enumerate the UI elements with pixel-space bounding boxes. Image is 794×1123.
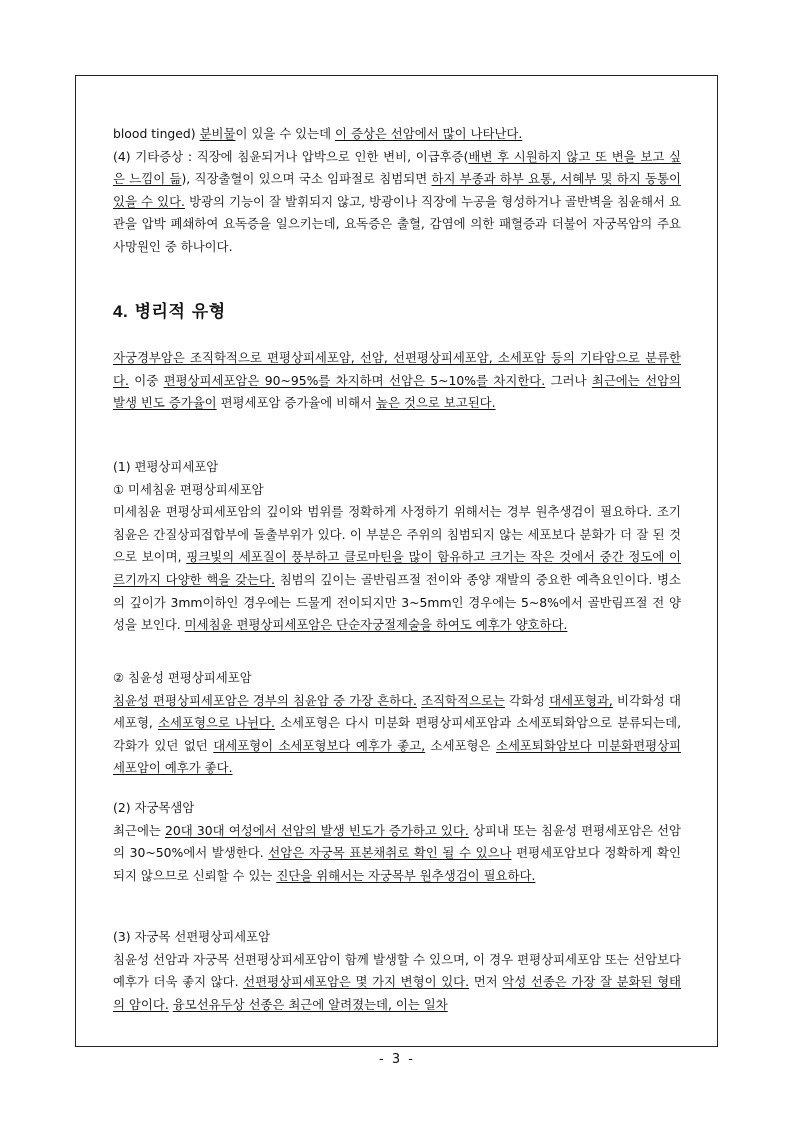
section-number: 4. — [113, 302, 129, 321]
paragraph-microinvasive — [113, 501, 681, 637]
text-run: 비각화성 대세포형, — [113, 692, 681, 731]
text-run: 이 있을 수 있는데 — [235, 126, 336, 141]
underlined-run: 분비물 — [199, 126, 236, 141]
subsection-heading: (2) 자궁목샘암 — [113, 800, 195, 815]
underlined-run: 소세포퇴화암보다 미분화편평상피 세포암이 예후가 좋다. — [113, 737, 682, 776]
paragraph-bleeding — [113, 123, 681, 146]
text-run: blood tinged) — [113, 126, 200, 141]
underlined-run: 조직학적으로는 — [421, 692, 505, 708]
text-run: 방광의 기능이 잘 발휘되지 않고, 방광이나 직장에 누공을 형성하거나 골반벽을 침윤해서 요관을 압박 폐쇄하여 요독증을 일으키는데, 요독증은 출혈, 감염에 의한 패혈증과 더불어 자궁목암의 주요 사망원인 중 하나이다. — [113, 193, 681, 254]
symptoms-continuation — [113, 123, 681, 259]
section-invasive — [113, 667, 681, 780]
section-adenosquamous — [113, 926, 681, 1016]
underlined-run: 선편평상피세포암은 몇 가지 변형이 있다. — [243, 974, 470, 990]
underlined-run: 이 증상은 선암에서 많이 나타난다. — [335, 126, 523, 141]
sub-heading-microinvasive: ① 미세침윤 편평상피세포암 — [113, 481, 264, 497]
underlined-run: 선암은 자궁목 표본채취로 확인 될 수 있으나 — [268, 845, 512, 861]
underlined-run: 소세포형으로 나뉜다. — [158, 715, 275, 731]
underlined-run: 핑크빛의 세포질이 풍부하고 클로마틴을 많이 함유하고 크기는 작은 것에서 중간 정도에 이르기까지 다양한 핵을 갖는다. — [113, 549, 681, 587]
section-title: 병리적 유형 — [128, 302, 226, 322]
underlined-run: 미세침윤 편평상피세포암은 단순자궁절제술을 하여도 예후가 양호하다. — [184, 617, 568, 633]
text-run: 침윤성 선암과 자궁목 선편평상피세포암이 함께 발생할 수 있으며, 이 경우 편평상피세포암 또는 선암보다 예후가 더욱 좋지 않다. — [113, 951, 681, 990]
underlined-run: 진단을 위해서는 자궁목부 원추생검이 필요하다. — [276, 867, 536, 883]
underlined-run: 대세포형과, — [549, 692, 613, 708]
text-run: 먼저 — [469, 974, 503, 990]
text-run: ), 직장출혈이 있으며 국소 임파절로 침범되면 — [181, 171, 432, 187]
page-number: - 3 - — [379, 1052, 415, 1067]
underlined-run: 편평상피세포암은 90~95%를 차지하며 선암은 5~10%를 차지한다. — [163, 372, 546, 388]
paragraph-other-symptoms — [113, 146, 681, 259]
paragraph-adenocarcinoma — [113, 820, 681, 888]
text-run: 미세침윤 편평상피세포암의 깊이와 범위를 정확하게 사정하기 위해서는 경부 원추생검이 필요하다. 조기 침윤은 간질상피접합부에 돌출부위가 있다. 이 부분은 주위의 침범되지 않는 세포보다 분화가 더 잘 된 것으로 보이며, — [113, 504, 681, 565]
underlined-run: 배변 후 시원하지 않고 또 변을 보고 싶은 느낌이 듦 — [113, 148, 681, 187]
text-run: 소세포형은 — [425, 737, 496, 753]
text-run: 그러나 — [545, 372, 592, 388]
paragraph-adenosquamous — [113, 949, 681, 1017]
underlined-run: 최근에는 선암의 발생 빈도 증가율이 — [113, 372, 681, 411]
text-run: 침범의 깊이는 골반림프절 전이와 종양 재발의 중요한 예측요인이다. 병소의 깊이가 3mm이하인 경우에는 드물게 전이되지만 3~5mm인 경우에는 5~8%에서 골반림프절 전 양성을 보인다. — [113, 571, 681, 633]
sub-heading-invasive: ② 침윤성 편평상피세포암 — [113, 670, 252, 685]
subsection-heading: (1) 편평상피세포암 — [113, 459, 219, 474]
underlined-run: 높은 것으로 보고된다. — [376, 395, 496, 411]
section-heading — [113, 297, 226, 322]
text-run: (4) 기타증상 : 직장에 침윤되거나 압박으로 인한 변비, 이급후증( — [113, 148, 469, 164]
paragraph-invasive — [113, 690, 681, 780]
underlined-run: 하지 부종과 하부 요통, 서혜부 및 하지 동통이 있을 수 있다. — [113, 171, 681, 209]
text-run: 편평세포암보다 정확하게 확인되지 않으므로 신뢰할 수 있는 — [113, 845, 681, 883]
underlined-run: 자궁경부암은 조직학적으로 편평상피세포암, 선암, 선편평상피세포암, 소세포암 등의 기타암으로 분류한다. — [113, 350, 681, 388]
paragraph-intro — [113, 347, 681, 415]
text-run: 편평세포암 증가율에 비해서 — [216, 395, 377, 411]
underlined-run: 침윤성 편평상피세포암은 경부의 침윤암 중 가장 흔하다. — [113, 692, 417, 708]
section-squamous — [113, 456, 681, 637]
underlined-run: 융모선유두상 선종은 최근에 알려졌는데, 이는 일차 — [172, 996, 448, 1012]
underlined-run: 20대 30대 여성에서 선암의 발생 빈도가 증가하고 있다. — [165, 822, 469, 838]
text-run: 이중 — [128, 372, 164, 388]
text-run: 최근에는 — [113, 822, 166, 838]
text-run: 상피내 또는 침윤성 편평세포암은 선암의 30~50%에서 발생한다. — [113, 822, 681, 861]
underlined-run: 대세포형이 소세포형보다 예후가 좋고, — [213, 737, 426, 753]
underlined-run: 악성 선종은 가장 잘 분화된 형태의 암이다. — [113, 974, 682, 1012]
subsection-heading: (3) 자궁목 선편평상피세포암 — [113, 929, 271, 944]
section-adenocarcinoma — [113, 797, 681, 887]
text-run: 각화성 — [504, 692, 550, 708]
text-run: 소세포형은 다시 미분화 편평상피세포암과 소세포퇴화암으로 분류되는데, 각화가 있던 없던 — [113, 715, 682, 753]
pathology-intro — [113, 347, 681, 415]
